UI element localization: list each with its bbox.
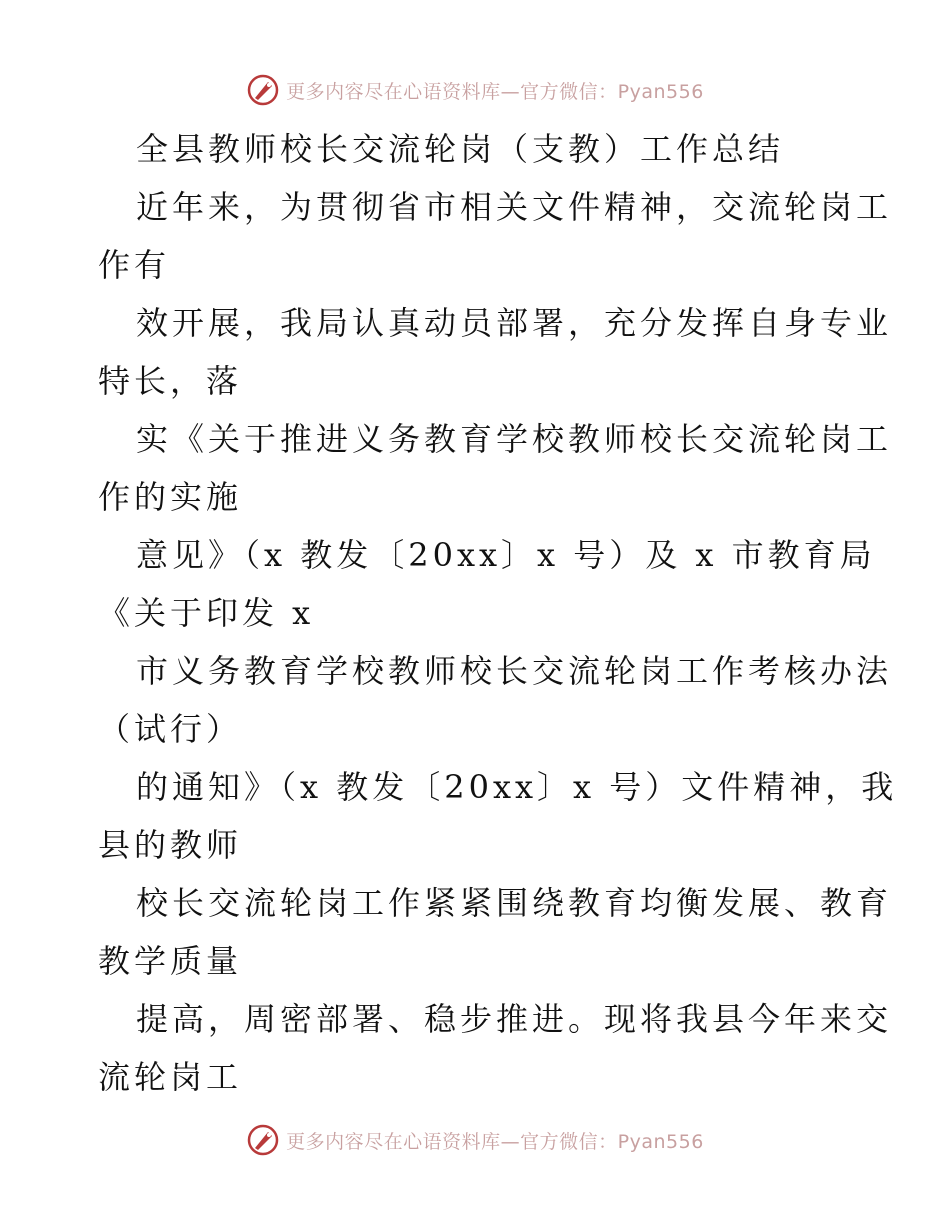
paragraph-line: 实《关于推进义务教育学校教师校长交流轮岗工	[136, 420, 893, 458]
header-banner	[0, 70, 950, 110]
paragraph-line: 的通知》（x 教发〔20xx〕x 号）文件精神，我	[136, 768, 898, 806]
paragraph-line: 作的实施	[98, 478, 243, 516]
document-title: 全县教师校长交流轮岗（支教）工作总结	[136, 130, 785, 168]
footer-banner-text: 更多内容尽在心语资料库—官方微信：Pyan556	[286, 1130, 704, 1153]
header-banner-text: 更多内容尽在心语资料库—官方微信：Pyan556	[286, 80, 704, 103]
document-body	[98, 120, 898, 1106]
paragraph-line: 近年来，为贯彻省市相关文件精神，交流轮岗工	[136, 188, 893, 226]
footer-banner	[0, 1120, 950, 1160]
paragraph-line: 提高，周密部署、稳步推进。现将我县今年来交	[136, 1000, 893, 1038]
paragraph-line: 教学质量	[98, 942, 243, 980]
paragraph-line: 《关于印发 x	[98, 594, 315, 632]
paragraph-line: 特长，落	[98, 362, 243, 400]
paragraph-line: 校长交流轮岗工作紧紧围绕教育均衡发展、教育	[136, 884, 893, 922]
paragraph-line: 效开展，我局认真动员部署，充分发挥自身专业	[136, 304, 893, 342]
pen-nib-icon	[246, 1123, 280, 1157]
paragraph-line: （试行）	[98, 710, 243, 748]
paragraph-line: 市义务教育学校教师校长交流轮岗工作考核办法	[136, 652, 893, 690]
pen-nib-icon	[246, 73, 280, 107]
paragraph-line: 作有	[98, 246, 171, 284]
paragraph-line: 流轮岗工	[98, 1058, 243, 1096]
paragraph-line: 县的教师	[98, 826, 243, 864]
paragraph-line: 意见》（x 教发〔20xx〕x 号）及 x 市教育局	[136, 536, 876, 574]
